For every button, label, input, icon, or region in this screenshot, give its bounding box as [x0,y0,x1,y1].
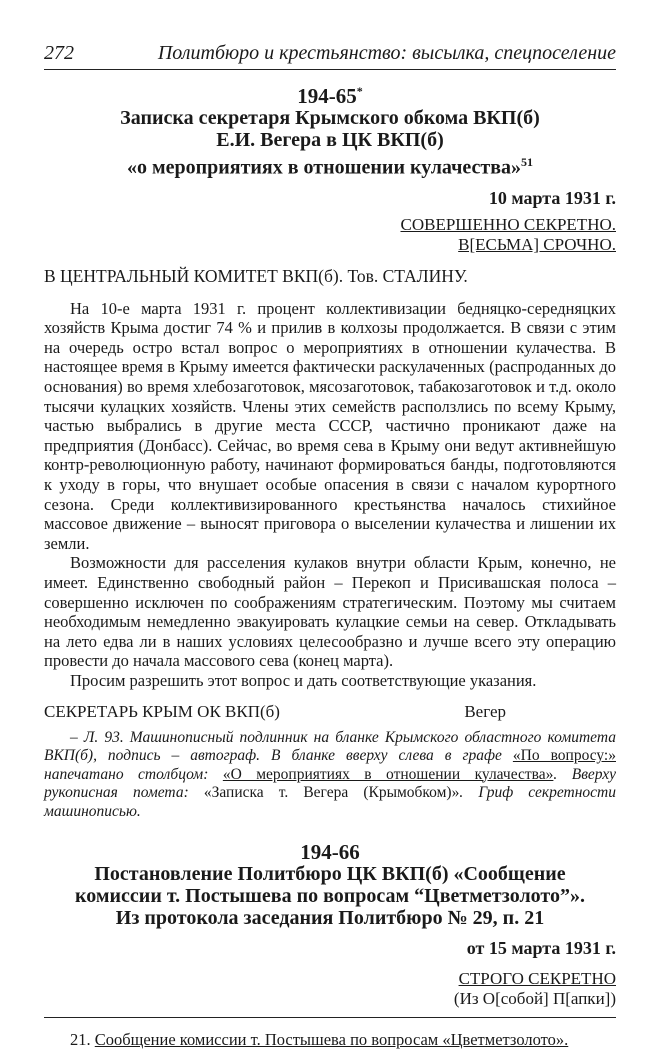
document-date: 10 марта 1931 г. [488,187,616,208]
item-text: Сообщение комиссии т. Постышева по вопросам «Цветметзолото». [94,1030,569,1050]
document-date-2: от 15 марта 1931 г. [466,938,616,959]
stamp-special-folder: (Из О[собой] П[апки]) [453,989,616,1009]
title-footnote: 51 [521,155,534,169]
spacer [44,821,616,831]
archival-note [44,729,616,822]
note-part-6: «Записка т. Вегера (Крымобком)» [203,784,460,802]
document-title-2 [44,863,616,929]
document-title [44,107,616,179]
document-number [44,80,616,107]
title2-line-1: Постановление Политбюро ЦК ВКП(б) «Сообщение [94,863,566,886]
title-line-3-text: «о мероприятиях в отношении кулачества» [126,156,522,179]
stamp-strictly-secret: СТРОГО СЕКРЕТНО [458,969,616,989]
secrecy-stamps [44,215,616,255]
note-part-5: . Вверху рукописная помета: [44,765,617,802]
item-number: 21. [70,1030,91,1050]
signature-block [44,701,616,723]
document-number-text: 194-65 [297,84,357,108]
title2-line-2: комиссии т. Постышева по вопросам “Цветметзолото”». [75,885,585,908]
stamp-urgent: В[ЕСЬМА] СРОЧНО. [458,234,616,254]
section-rule [44,1017,616,1018]
signature-name: Вегер [464,701,506,721]
document-number-2: 194-66 [300,840,360,865]
document-number-mark: * [356,84,363,98]
document-body [44,299,616,691]
note-part-4: «О мероприятиях в отношении кулачества» [222,765,554,783]
running-header [44,0,616,70]
title-line-3 [44,151,616,179]
secrecy-stamps-2 [44,969,616,1009]
stamp-top-secret: СОВЕРШЕННО СЕКРЕТНО. [400,214,616,234]
title2-line-3: Из протокола заседания Политбюро № 29, п. 21 [115,907,545,930]
body-paragraph-2: Возможности для расселения кулаков внутри области Крым, конечно, не имеет. Единственно свободный район – Перекоп и Присивашская полоса – совершенно исключен по соображениям стратегическим. Поэтому мы считаем необходимым немедленно эвакуировать кулацкие семьи на север. Откладывать на лето едва ли в наших условиях целесообразно и лучше всего эту операцию провести до начала массового сева (конец марта). [44,553,616,671]
page-number: 272 [44,42,74,64]
running-title: Политбюро и крестьянство: высылка, спецпоселение [157,42,616,64]
title-line-1: Записка секретаря Крымского обкома ВКП(б) [120,107,540,129]
note-part-7: . Гриф секретности машинописью. [44,784,616,820]
addressee: В ЦЕНТРАЛЬНЫЙ КОМИТЕТ ВКП(б). Тов. СТАЛИНУ. [44,265,468,286]
body-paragraph-3: Просим разрешить этот вопрос и дать соответствующие указания. [70,670,537,690]
note-part-1: – Л. 93. Машинописный подлинник на бланке Крымского областного комитета ВКП(б), подпись – автограф. В бланке вверху слева в графе [44,728,616,765]
note-part-2: «По вопросу:» [512,747,616,765]
protocol-item [44,1030,616,1050]
body-paragraph-1: На 10-е марта 1931 г. процент коллективизации бедняцко-середняцких хозяйств Крыма достиг 74 % и прилив в колхозы продолжается. В связи с этим на очередь остро встал вопрос о мероприятиях в отношении кулачества. В настоящее время в Крыму имеется фактически раскулаченных (распроданных до основания) во время хлебозаготовок, мясозаготовок, табакозаготовок и т.д. около тысячи кулацких хозяйств. Члены этих семейств расползлись по всему Крыму, частью выбрались в другие места СССР, частично проникают даже на предприятия (Донбасс). Сейчас, во время сева в Крыму они ведут активнейшую контр-революционную работу, начинают формироваться банды, подготовляются к уходу в горы, что внушает особые опасения в связи с началом курортного сезона. Среди коллективизированного крестьянства началось стихийное массовое движение – выносят приговора о выселении кулачества и лишении их земли. [44,298,616,553]
signature-position: СЕКРЕТАРЬ КРЫМ ОК ВКП(б) [44,701,280,721]
note-part-3: напечатано столбцом: [44,765,223,783]
title-line-2: Е.И. Вегера в ЦК ВКП(б) [216,129,444,151]
